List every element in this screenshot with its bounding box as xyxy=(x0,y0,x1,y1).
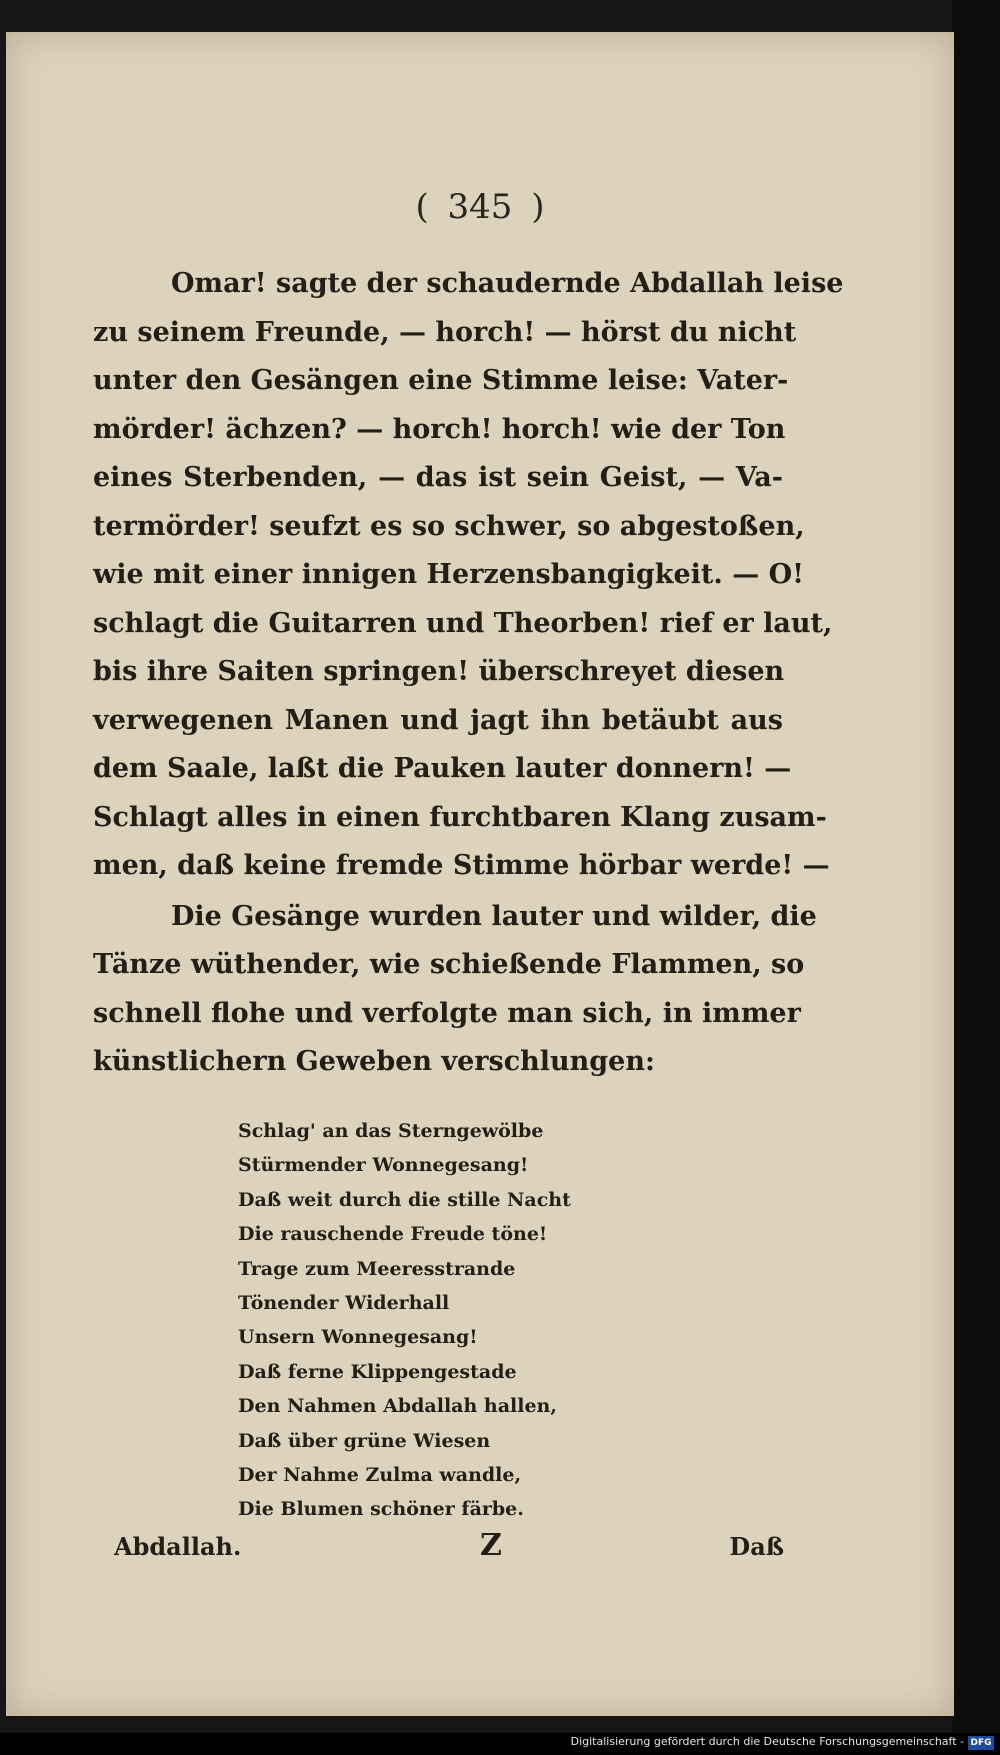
verse-line: Schlag' an das Sterngewölbe xyxy=(238,1120,544,1142)
signature-mark: Z xyxy=(480,1528,502,1563)
body-text xyxy=(93,260,844,1087)
scan-border xyxy=(952,0,1000,1755)
footer-credit: Digitalisierung gefördert durch die Deutsche Forschungsgemeinschaft - xyxy=(570,1735,964,1748)
text-line: unter den Gesängen eine Stimme leise: Vater- xyxy=(93,365,789,396)
dfg-logo-icon: DFG xyxy=(968,1736,994,1750)
text-line: termörder! seufzt es so schwer, so abgestoßen, xyxy=(93,510,805,542)
digitization-footer xyxy=(0,1733,1000,1755)
text-line: Schlagt alles in einen furchtbaren Klang zusam- xyxy=(93,801,827,833)
catchline xyxy=(114,1528,784,1572)
text-line: Die Gesänge wurden lauter und wilder, die xyxy=(171,900,817,932)
text-line: men, daß keine fremde Stimme hörbar werde! — xyxy=(93,850,830,881)
catchword: Daß xyxy=(729,1532,784,1561)
text-line: dem Saale, laßt die Pauken lauter donnern! — xyxy=(93,753,792,784)
verse-line: Unsern Wonnegesang! xyxy=(238,1326,478,1349)
text-line: verwegenen Manen und jagt ihn betäubt aus xyxy=(93,704,783,736)
paragraph-2 xyxy=(93,893,817,1087)
text-line: zu seinem Freunde, — horch! — hörst du nicht xyxy=(93,316,797,348)
text-line: Omar! sagte der schaudernde Abdallah leise xyxy=(171,268,844,299)
verse-line: Tönender Widerhall xyxy=(238,1292,450,1315)
text-line: künstlichern Geweben verschlungen: xyxy=(93,1046,655,1077)
verse-line: Trage zum Meeresstrande xyxy=(238,1257,516,1280)
verse-block xyxy=(238,1114,658,1527)
verse-line: Den Nahmen Abdallah hallen, xyxy=(238,1395,557,1418)
text-line: schnell flohe und verfolgte man sich, in immer xyxy=(93,997,801,1029)
verse-line: Stürmender Wonnegesang! xyxy=(238,1154,529,1177)
page-number: ( 345 ) xyxy=(415,187,545,227)
verse-line: Der Nahme Zulma wandle, xyxy=(238,1464,522,1487)
text-line: mörder! ächzen? — horch! horch! wie der Ton xyxy=(93,413,786,445)
verse-line: Daß über grüne Wiesen xyxy=(238,1429,491,1452)
verse-line: Daß ferne Klippengestade xyxy=(238,1360,517,1383)
verse-line: Die Blumen schöner färbe. xyxy=(238,1498,524,1521)
verse-line: Daß weit durch die stille Nacht xyxy=(238,1188,571,1211)
text-line: schlagt die Guitarren und Theorben! rief er laut, xyxy=(93,607,833,639)
book-page xyxy=(6,32,954,1716)
running-title: Abdallah. xyxy=(114,1532,242,1561)
text-line: wie mit einer innigen Herzensbangigkeit. — O! xyxy=(93,559,804,590)
text-line: eines Sterbenden, — das ist sein Geist, — Va- xyxy=(93,462,783,493)
text-line: bis ihre Saiten springen! überschreyet diesen xyxy=(93,656,785,687)
verse-line: Die rauschende Freude töne! xyxy=(238,1223,548,1246)
text-line: Tänze wüthender, wie schießende Flammen, so xyxy=(93,949,805,980)
paragraph-1 xyxy=(93,260,844,891)
